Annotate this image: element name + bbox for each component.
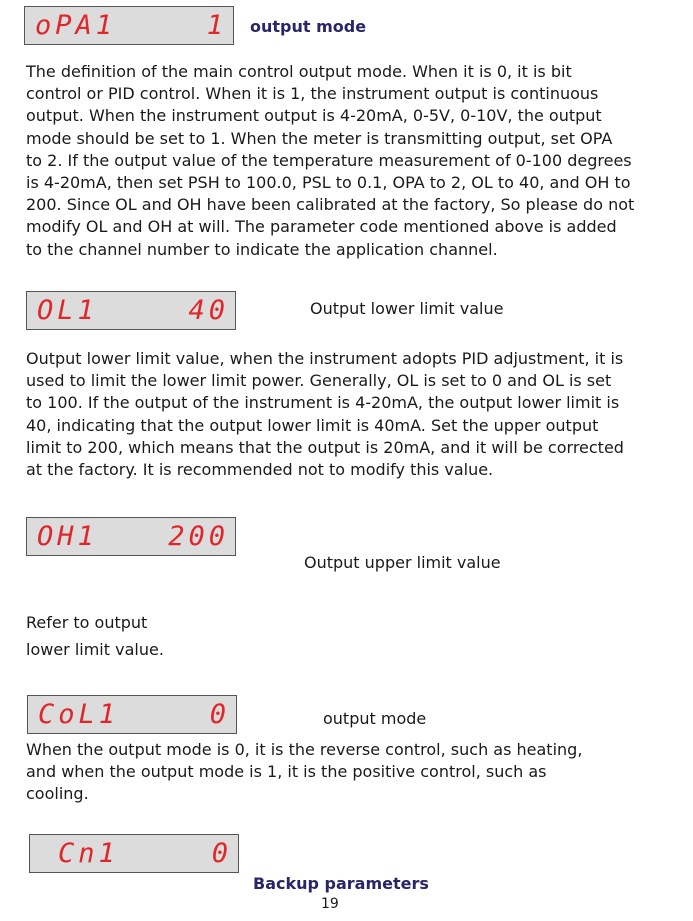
lcd-code: OH1 — [37, 521, 98, 552]
lcd-code: oPA1 — [35, 10, 117, 41]
text-line: to 100. If the output of the instrument is 4-20mA, the output lower limit is — [26, 393, 620, 413]
text-line: Refer to output — [26, 613, 148, 632]
section-caption: Output upper limit value — [304, 553, 501, 572]
paragraph-ol — [26, 348, 624, 481]
lcd-display-opa — [24, 6, 234, 45]
lcd-value: 1 — [206, 10, 227, 41]
text-line: to 2. If the output value of the temperature measurement of 0-100 degrees — [26, 150, 632, 170]
section-caption: output mode — [323, 709, 427, 728]
text-line: 200. Since OL and OH have been calibrated at the factory, So please do not — [26, 195, 635, 215]
page-number: 19 — [321, 896, 339, 912]
lcd-display-ol — [26, 291, 236, 330]
text-line: When the output mode is 0, it is the reverse control, such as heating, — [26, 740, 583, 759]
text-line: is 4-20mA, then set PSH to 100.0, PSL to 0.1, OPA to 2, OL to 40, and OH to — [26, 173, 631, 193]
text-line: 40, indicating that the output lower limit is 40mA. Set the upper output — [26, 415, 599, 435]
section-caption: Output lower limit value — [310, 299, 504, 318]
paragraph-opa — [26, 61, 634, 261]
lcd-value: 0 — [209, 699, 230, 730]
text-line: mode should be set to 1. When the meter is transmitting output, set OPA — [26, 128, 613, 148]
lcd-value: 200 — [168, 521, 229, 552]
paragraph-col — [26, 739, 582, 806]
text-line: and when the output mode is 1, it is the positive control, such as — [26, 762, 547, 782]
text-line: limit to 200, which means that the output is 20mA, and it will be corrected — [26, 437, 624, 457]
lcd-value: 0 — [211, 838, 232, 869]
section-caption: Backup parameters — [253, 874, 429, 893]
text-line: at the factory. It is recommended not to modify this value. — [26, 460, 494, 480]
text-line: cooling. — [26, 784, 89, 804]
text-line: modify OL and OH at will. The parameter code mentioned above is added — [26, 217, 617, 237]
lcd-display-oh — [26, 517, 236, 556]
lcd-code: Cn1 — [58, 838, 119, 869]
lcd-code: CoL1 — [38, 699, 120, 730]
text-line: control or PID control. When it is 1, the instrument output is continuous — [26, 84, 599, 104]
text-line: to the channel number to indicate the application channel. — [26, 239, 498, 259]
text-line: Output lower limit value, when the instrument adopts PID adjustment, it is — [26, 349, 624, 368]
text-line: output. When the instrument output is 4-20mA, 0-5V, 0-10V, the output — [26, 106, 602, 126]
lcd-value: 40 — [188, 295, 229, 326]
text-line: The definition of the main control output mode. When it is 0, it is bit — [26, 62, 572, 81]
paragraph-oh — [26, 609, 164, 663]
section-caption: output mode — [250, 17, 367, 36]
lcd-display-col — [27, 695, 237, 734]
text-line: lower limit value. — [26, 640, 164, 659]
lcd-display-cn — [29, 834, 239, 873]
text-line: used to limit the lower limit power. Generally, OL is set to 0 and OL is set — [26, 371, 612, 391]
lcd-code: OL1 — [37, 295, 98, 326]
